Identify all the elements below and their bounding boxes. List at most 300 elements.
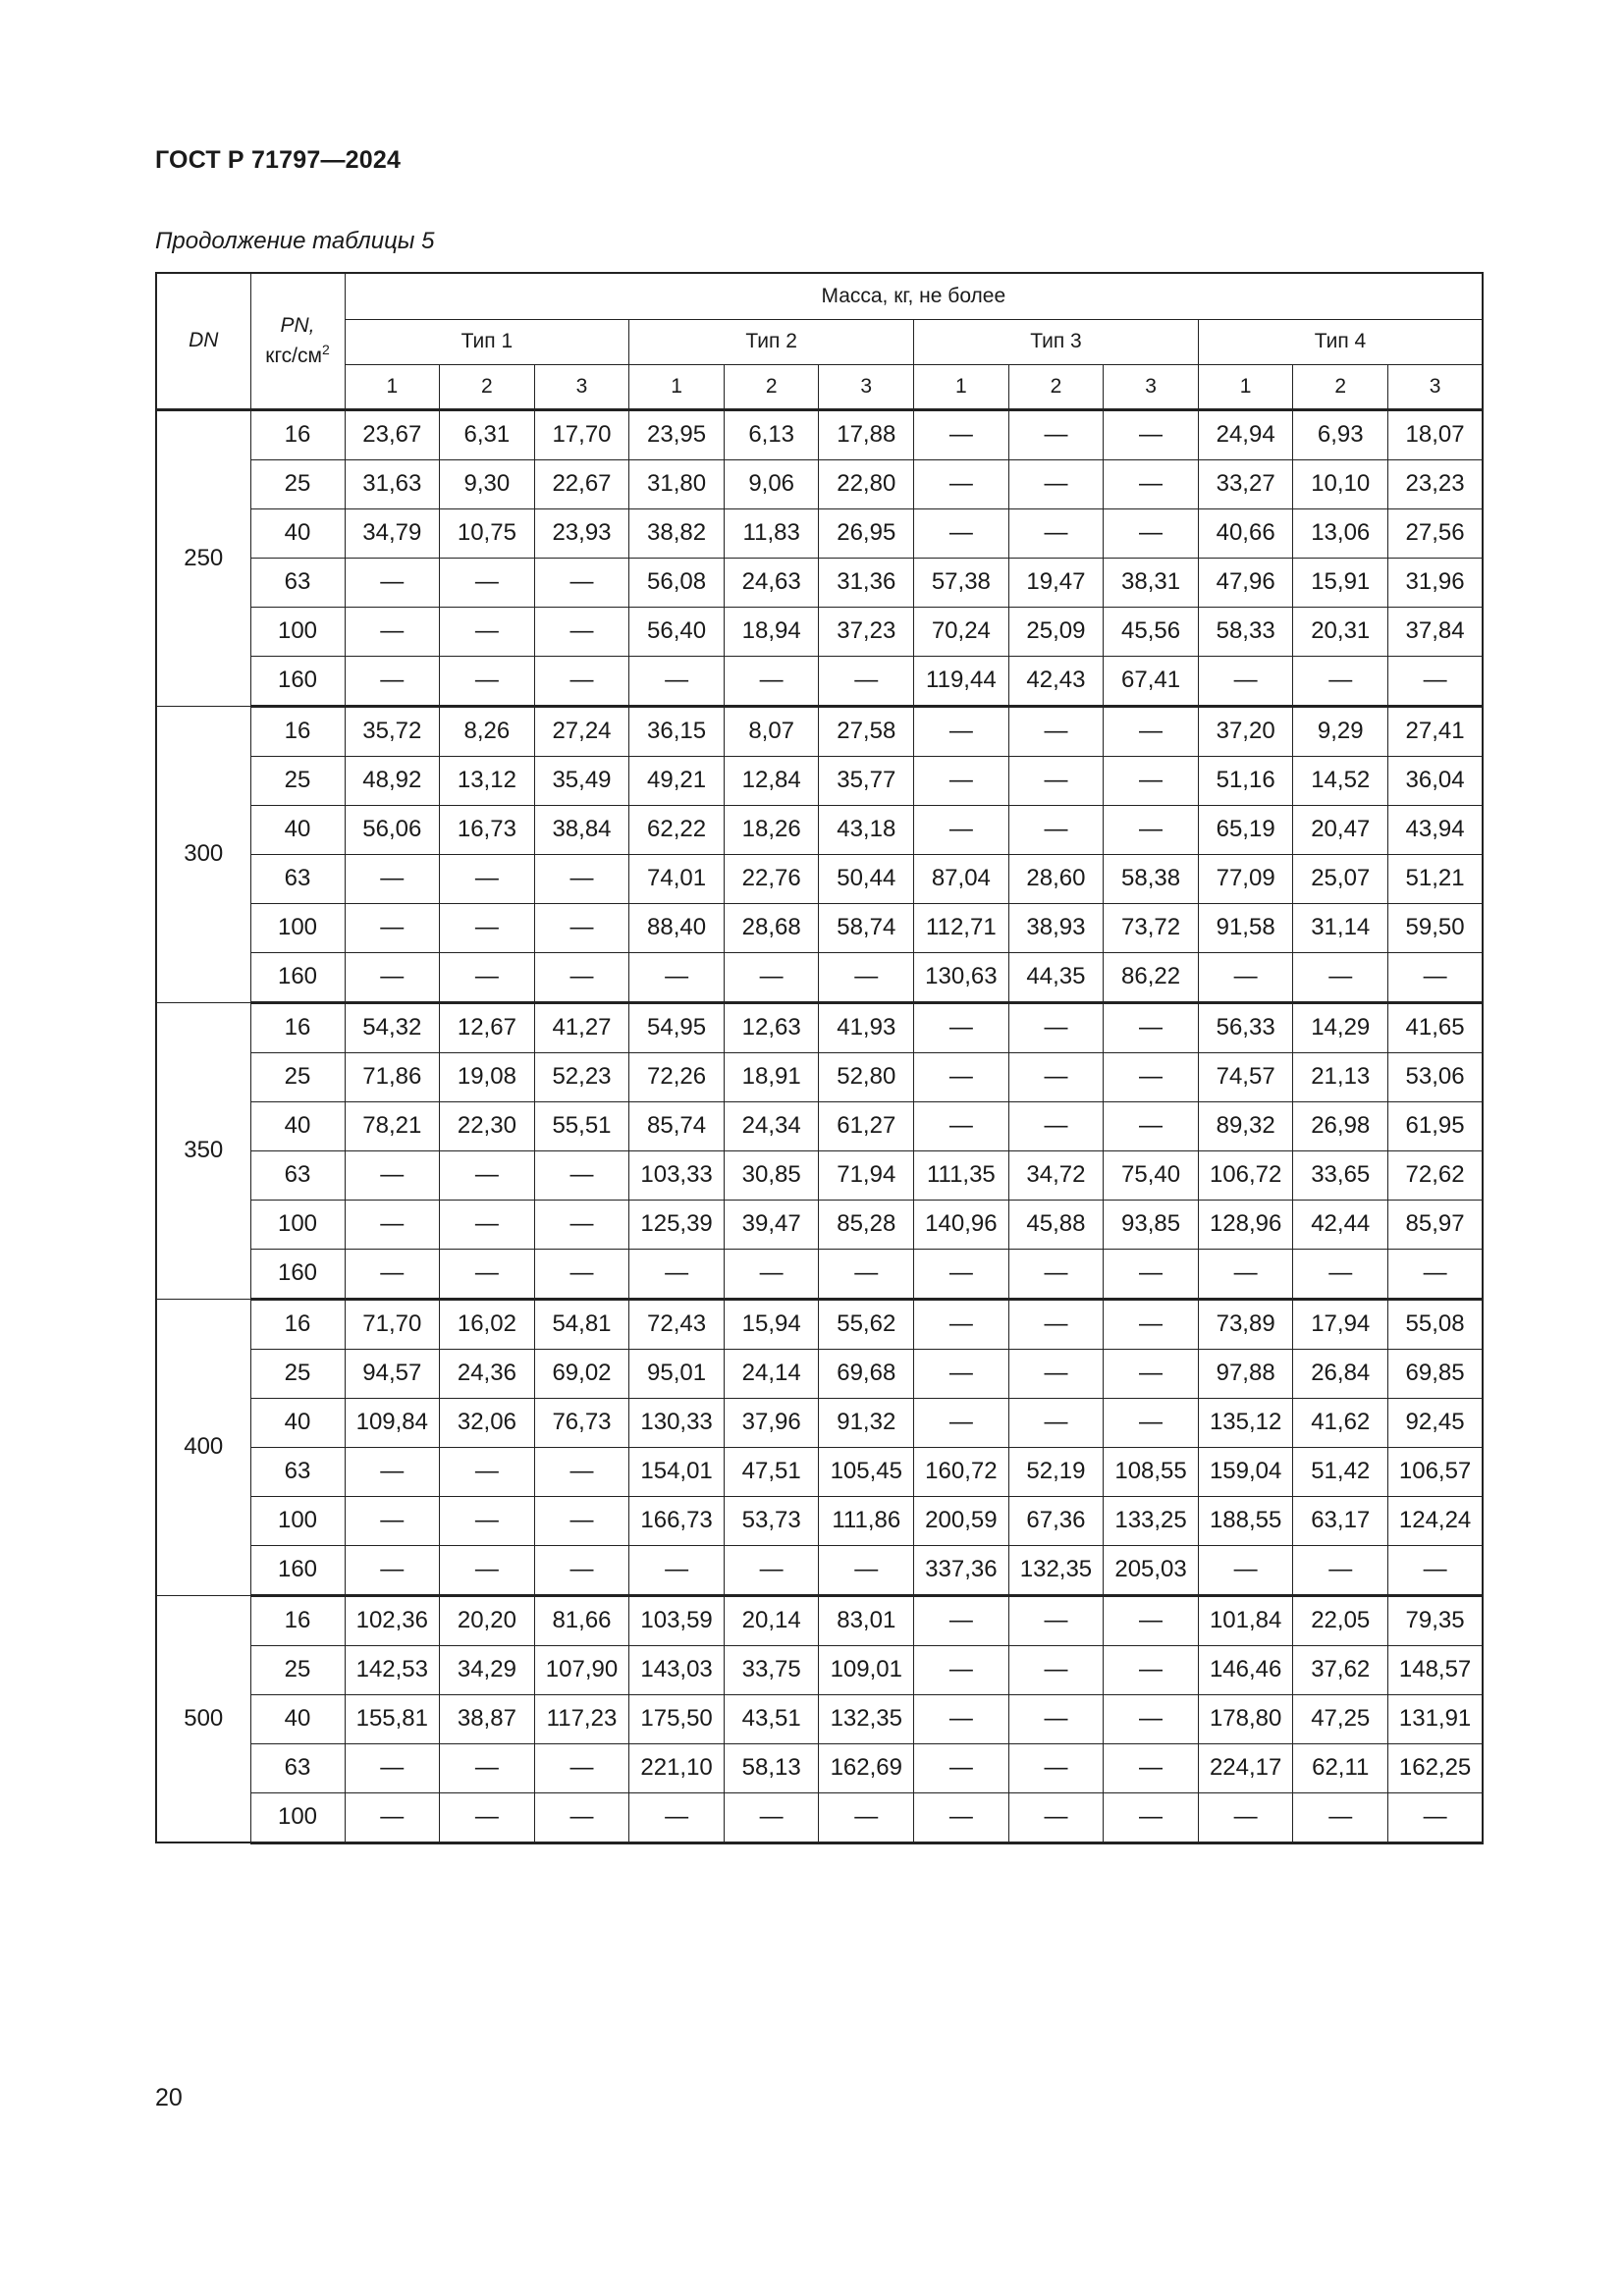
table-row [156,1398,1483,1447]
mass-cell: — [914,1299,1009,1349]
table-row [156,1595,1483,1645]
mass-cell: 18,07 [1388,409,1484,459]
mass-cell: — [914,1694,1009,1743]
pn-header-label: PN, [280,313,315,337]
mass-cell: — [1008,1792,1104,1842]
mass-cell: — [1388,1792,1484,1842]
mass-cell: 62,11 [1293,1743,1388,1792]
mass-cell: 159,04 [1198,1447,1293,1496]
mass-cell: 71,86 [345,1052,440,1101]
mass-cell: 19,08 [440,1052,535,1101]
mass-cell: 24,36 [440,1349,535,1398]
table-row [156,1101,1483,1150]
mass-cell: 24,63 [724,558,819,607]
mass-cell: 33,75 [724,1645,819,1694]
mass-cell: 108,55 [1104,1447,1199,1496]
mass-cell: 49,21 [629,756,725,805]
mass-cell: — [914,1052,1009,1101]
mass-cell: 188,55 [1198,1496,1293,1545]
mass-cell: 40,66 [1198,508,1293,558]
mass-cell: 111,35 [914,1150,1009,1200]
pn-cell: 25 [250,1645,345,1694]
mass-cell: 31,80 [629,459,725,508]
mass-cell: — [724,1249,819,1299]
subcolumn-header: 3 [534,364,629,409]
mass-cell: 71,94 [819,1150,914,1200]
mass-cell: — [534,952,629,1002]
mass-cell: 42,44 [1293,1200,1388,1249]
mass-cell: — [534,903,629,952]
mass-cell: — [1104,1595,1199,1645]
mass-cell: 20,14 [724,1595,819,1645]
mass-cell: — [1008,1398,1104,1447]
mass-cell: 12,84 [724,756,819,805]
mass-cell: — [914,409,1009,459]
mass-cell: — [1198,1249,1293,1299]
mass-cell: — [819,1545,914,1595]
mass-cell: 31,63 [345,459,440,508]
mass-cell: — [1293,1249,1388,1299]
mass-cell: — [629,1792,725,1842]
mass-cell: 26,84 [1293,1349,1388,1398]
mass-cell: 35,72 [345,706,440,756]
mass-cell: — [1104,1299,1199,1349]
mass-cell: — [1293,656,1388,706]
mass-cell: 22,80 [819,459,914,508]
mass-cell: — [914,1002,1009,1052]
mass-cell: — [1104,1249,1199,1299]
mass-cell: 27,41 [1388,706,1484,756]
pn-cell: 16 [250,1595,345,1645]
mass-cell: 63,17 [1293,1496,1388,1545]
table-head [156,273,1483,409]
mass-cell: 9,06 [724,459,819,508]
mass-cell: 34,79 [345,508,440,558]
mass-cell: — [1008,1101,1104,1150]
mass-cell: 13,06 [1293,508,1388,558]
mass-cell: — [1388,952,1484,1002]
subcolumn-header: 1 [1198,364,1293,409]
mass-cell: 105,45 [819,1447,914,1496]
mass-cell: — [345,1447,440,1496]
mass-cell: 58,13 [724,1743,819,1792]
pn-cell: 40 [250,805,345,854]
mass-cell: 175,50 [629,1694,725,1743]
mass-cell: — [1008,1002,1104,1052]
table-row [156,1299,1483,1349]
mass-cell: 91,58 [1198,903,1293,952]
mass-cell: 107,90 [534,1645,629,1694]
mass-cell: 178,80 [1198,1694,1293,1743]
mass-cell: 67,36 [1008,1496,1104,1545]
mass-cell: — [1008,409,1104,459]
mass-cell: 74,01 [629,854,725,903]
pn-cell: 100 [250,1200,345,1249]
mass-cell: 205,03 [1104,1545,1199,1595]
table-caption: Продолжение таблицы 5 [155,228,435,254]
mass-cell: 93,85 [1104,1200,1199,1249]
mass-cell: — [1104,756,1199,805]
mass-cell: — [345,854,440,903]
mass-cell: 88,40 [629,903,725,952]
mass-cell: — [440,952,535,1002]
table-row [156,1349,1483,1398]
mass-cell: 18,94 [724,607,819,656]
mass-cell: 16,02 [440,1299,535,1349]
mass-cell: 128,96 [1198,1200,1293,1249]
mass-cell: 58,74 [819,903,914,952]
mass-cell: 73,89 [1198,1299,1293,1349]
table-body [156,409,1483,1842]
mass-cell: 42,43 [1008,656,1104,706]
table-row [156,558,1483,607]
table-row [156,656,1483,706]
subcolumn-header: 1 [914,364,1009,409]
mass-cell: — [440,854,535,903]
mass-cell: 34,72 [1008,1150,1104,1200]
table-row [156,607,1483,656]
mass-cell: — [534,607,629,656]
mass-cell: 148,57 [1388,1645,1484,1694]
mass-cell: 25,07 [1293,854,1388,903]
mass-header: Масса, кг, не более [345,273,1483,319]
mass-cell: 38,87 [440,1694,535,1743]
mass-cell: — [345,1496,440,1545]
mass-cell: 8,07 [724,706,819,756]
pn-cell: 16 [250,706,345,756]
mass-cell: — [914,805,1009,854]
table-row [156,1447,1483,1496]
mass-cell: 15,94 [724,1299,819,1349]
mass-cell: — [1293,1545,1388,1595]
mass-cell: 17,94 [1293,1299,1388,1349]
mass-cell: — [534,1743,629,1792]
mass-cell: 91,32 [819,1398,914,1447]
mass-cell: 14,52 [1293,756,1388,805]
pn-cell: 100 [250,607,345,656]
mass-cell: 37,62 [1293,1645,1388,1694]
mass-cell: — [1008,706,1104,756]
mass-cell: — [534,1447,629,1496]
mass-cell: 162,69 [819,1743,914,1792]
pn-cell: 25 [250,756,345,805]
mass-cell: — [724,1545,819,1595]
mass-cell: 45,88 [1008,1200,1104,1249]
table-row [156,952,1483,1002]
mass-cell: 81,66 [534,1595,629,1645]
mass-cell: 54,81 [534,1299,629,1349]
mass-cell: 109,84 [345,1398,440,1447]
mass-cell: 101,84 [1198,1595,1293,1645]
pn-cell: 160 [250,952,345,1002]
pn-cell: 160 [250,1545,345,1595]
mass-cell: 37,84 [1388,607,1484,656]
mass-cell: 54,95 [629,1002,725,1052]
mass-cell: — [1293,1792,1388,1842]
table-row [156,805,1483,854]
mass-cell: 77,09 [1198,854,1293,903]
mass-cell: — [440,903,535,952]
subcolumn-header: 1 [629,364,725,409]
table-row [156,459,1483,508]
mass-cell: 20,20 [440,1595,535,1645]
pn-cell: 25 [250,1349,345,1398]
mass-cell: 24,34 [724,1101,819,1150]
mass-cell: 28,60 [1008,854,1104,903]
mass-cell: — [534,656,629,706]
mass-cell: 43,51 [724,1694,819,1743]
mass-table [155,272,1484,1844]
mass-cell: — [534,1545,629,1595]
mass-cell: — [345,1743,440,1792]
dn-cell: 300 [156,706,250,1002]
dn-cell: 500 [156,1595,250,1842]
mass-cell: 41,62 [1293,1398,1388,1447]
pn-header-unit: кгс/см [265,344,322,367]
mass-cell: — [914,1101,1009,1150]
mass-cell: — [1008,756,1104,805]
mass-cell: 6,13 [724,409,819,459]
mass-cell: 103,59 [629,1595,725,1645]
mass-cell: — [914,1792,1009,1842]
mass-cell: 92,45 [1388,1398,1484,1447]
mass-cell: — [440,656,535,706]
mass-cell: — [724,656,819,706]
subcolumn-header: 3 [1388,364,1484,409]
mass-cell: — [1104,706,1199,756]
mass-cell: 47,51 [724,1447,819,1496]
pn-cell: 40 [250,508,345,558]
pn-cell: 160 [250,656,345,706]
mass-cell: 17,88 [819,409,914,459]
mass-cell: 22,05 [1293,1595,1388,1645]
dn-cell: 250 [156,409,250,706]
pn-cell: 63 [250,854,345,903]
mass-cell: — [1104,805,1199,854]
mass-cell: — [440,1150,535,1200]
mass-cell: — [345,1150,440,1200]
mass-cell: 85,74 [629,1101,725,1150]
mass-cell: 23,23 [1388,459,1484,508]
mass-cell: — [914,706,1009,756]
mass-cell: 61,95 [1388,1101,1484,1150]
mass-cell: — [724,952,819,1002]
mass-cell: — [914,756,1009,805]
mass-cell: — [440,1743,535,1792]
mass-cell: 31,14 [1293,903,1388,952]
mass-cell: 67,41 [1104,656,1199,706]
mass-cell: 18,26 [724,805,819,854]
mass-cell: 15,91 [1293,558,1388,607]
mass-cell: 200,59 [914,1496,1009,1545]
mass-cell: — [1008,1349,1104,1398]
mass-cell: 140,96 [914,1200,1009,1249]
mass-cell: — [534,1200,629,1249]
mass-cell: — [914,1743,1009,1792]
pn-cell: 63 [250,1447,345,1496]
type-header: Тип 4 [1198,319,1483,364]
mass-cell: — [724,1792,819,1842]
mass-cell: 35,49 [534,756,629,805]
mass-cell: 34,29 [440,1645,535,1694]
mass-cell: — [1198,656,1293,706]
subcolumn-header: 2 [1293,364,1388,409]
pn-cell: 160 [250,1249,345,1299]
mass-cell: — [1104,1694,1199,1743]
mass-cell: 17,70 [534,409,629,459]
mass-cell: 38,93 [1008,903,1104,952]
mass-cell: — [1104,409,1199,459]
subcolumn-header: 3 [819,364,914,409]
mass-cell: 41,65 [1388,1002,1484,1052]
table-row [156,1249,1483,1299]
type-header-row [156,319,1483,364]
mass-cell: 166,73 [629,1496,725,1545]
mass-cell: — [1008,1595,1104,1645]
mass-cell: — [534,1150,629,1200]
table-row [156,706,1483,756]
mass-cell: 85,28 [819,1200,914,1249]
mass-cell: 53,73 [724,1496,819,1545]
mass-cell: — [1293,952,1388,1002]
mass-cell: 130,33 [629,1398,725,1447]
subcolumn-header: 1 [345,364,440,409]
pn-cell: 40 [250,1694,345,1743]
mass-cell: 38,31 [1104,558,1199,607]
pn-cell: 25 [250,459,345,508]
mass-cell: 10,10 [1293,459,1388,508]
mass-cell: — [1388,656,1484,706]
mass-cell: — [819,952,914,1002]
mass-cell: 337,36 [914,1545,1009,1595]
table-row [156,854,1483,903]
pn-cell: 16 [250,1002,345,1052]
mass-cell: — [629,1545,725,1595]
mass-cell: 23,95 [629,409,725,459]
mass-cell: 97,88 [1198,1349,1293,1398]
mass-cell: — [345,1200,440,1249]
pn-header [250,273,345,409]
pn-cell: 16 [250,409,345,459]
mass-cell: 31,36 [819,558,914,607]
mass-cell: — [1008,459,1104,508]
mass-cell: 78,21 [345,1101,440,1150]
mass-cell: 22,67 [534,459,629,508]
mass-cell: 56,06 [345,805,440,854]
mass-cell: — [1008,1694,1104,1743]
document-header: ГОСТ Р 71797—2024 [155,146,402,174]
mass-cell: 24,14 [724,1349,819,1398]
mass-cell: 72,62 [1388,1150,1484,1200]
mass-cell: 9,29 [1293,706,1388,756]
pn-cell: 100 [250,1496,345,1545]
mass-cell: — [819,1249,914,1299]
mass-cell: — [1008,508,1104,558]
mass-cell: 37,20 [1198,706,1293,756]
mass-cell: 146,46 [1198,1645,1293,1694]
mass-cell: 38,84 [534,805,629,854]
mass-cell: 23,67 [345,409,440,459]
mass-cell: — [1008,1249,1104,1299]
subcolumn-header: 2 [1008,364,1104,409]
mass-cell: — [629,656,725,706]
mass-cell: 50,44 [819,854,914,903]
mass-cell: 130,63 [914,952,1009,1002]
mass-cell: — [1198,952,1293,1002]
mass-cell: 72,26 [629,1052,725,1101]
mass-cell: 45,56 [1104,607,1199,656]
mass-cell: — [629,1249,725,1299]
mass-cell: 111,86 [819,1496,914,1545]
mass-cell: 14,29 [1293,1002,1388,1052]
mass-cell: 89,32 [1198,1101,1293,1150]
table-row [156,1496,1483,1545]
mass-cell: 21,13 [1293,1052,1388,1101]
mass-cell: — [629,952,725,1002]
mass-cell: — [345,558,440,607]
mass-cell: 162,25 [1388,1743,1484,1792]
mass-cell: 69,02 [534,1349,629,1398]
mass-cell: — [345,656,440,706]
mass-cell: 48,92 [345,756,440,805]
mass-cell: 19,47 [1008,558,1104,607]
table-row [156,409,1483,459]
mass-cell: 37,96 [724,1398,819,1447]
mass-cell: 20,47 [1293,805,1388,854]
dn-header: DN [156,273,250,409]
pn-cell: 63 [250,1150,345,1200]
mass-cell: 52,19 [1008,1447,1104,1496]
mass-cell: 24,94 [1198,409,1293,459]
mass-cell: 94,57 [345,1349,440,1398]
mass-cell: 26,98 [1293,1101,1388,1150]
mass-cell: 26,95 [819,508,914,558]
mass-cell: — [440,1545,535,1595]
pn-cell: 63 [250,558,345,607]
mass-cell: 221,10 [629,1743,725,1792]
mass-cell: 59,50 [1388,903,1484,952]
mass-cell: — [819,1792,914,1842]
mass-cell: 73,72 [1104,903,1199,952]
mass-cell: 224,17 [1198,1743,1293,1792]
subcolumn-header: 2 [440,364,535,409]
mass-cell: 143,03 [629,1645,725,1694]
mass-cell: 62,22 [629,805,725,854]
mass-cell: — [1104,1349,1199,1398]
table-row [156,1792,1483,1842]
mass-cell: 57,38 [914,558,1009,607]
mass-cell: 47,25 [1293,1694,1388,1743]
mass-cell: 12,63 [724,1002,819,1052]
mass-cell: 71,70 [345,1299,440,1349]
pn-header-unit-exponent: 2 [321,341,330,357]
mass-cell: — [1198,1545,1293,1595]
mass-cell: 44,35 [1008,952,1104,1002]
table-row [156,756,1483,805]
mass-cell: 69,85 [1388,1349,1484,1398]
mass-cell: 41,27 [534,1002,629,1052]
mass-cell: 131,91 [1388,1694,1484,1743]
mass-cell: 74,57 [1198,1052,1293,1101]
mass-cell: 33,65 [1293,1150,1388,1200]
mass-cell: 18,91 [724,1052,819,1101]
mass-cell: 102,36 [345,1595,440,1645]
mass-cell: 35,77 [819,756,914,805]
type-header: Тип 2 [629,319,914,364]
mass-cell: 8,26 [440,706,535,756]
mass-cell: 55,62 [819,1299,914,1349]
mass-cell: 83,01 [819,1595,914,1645]
